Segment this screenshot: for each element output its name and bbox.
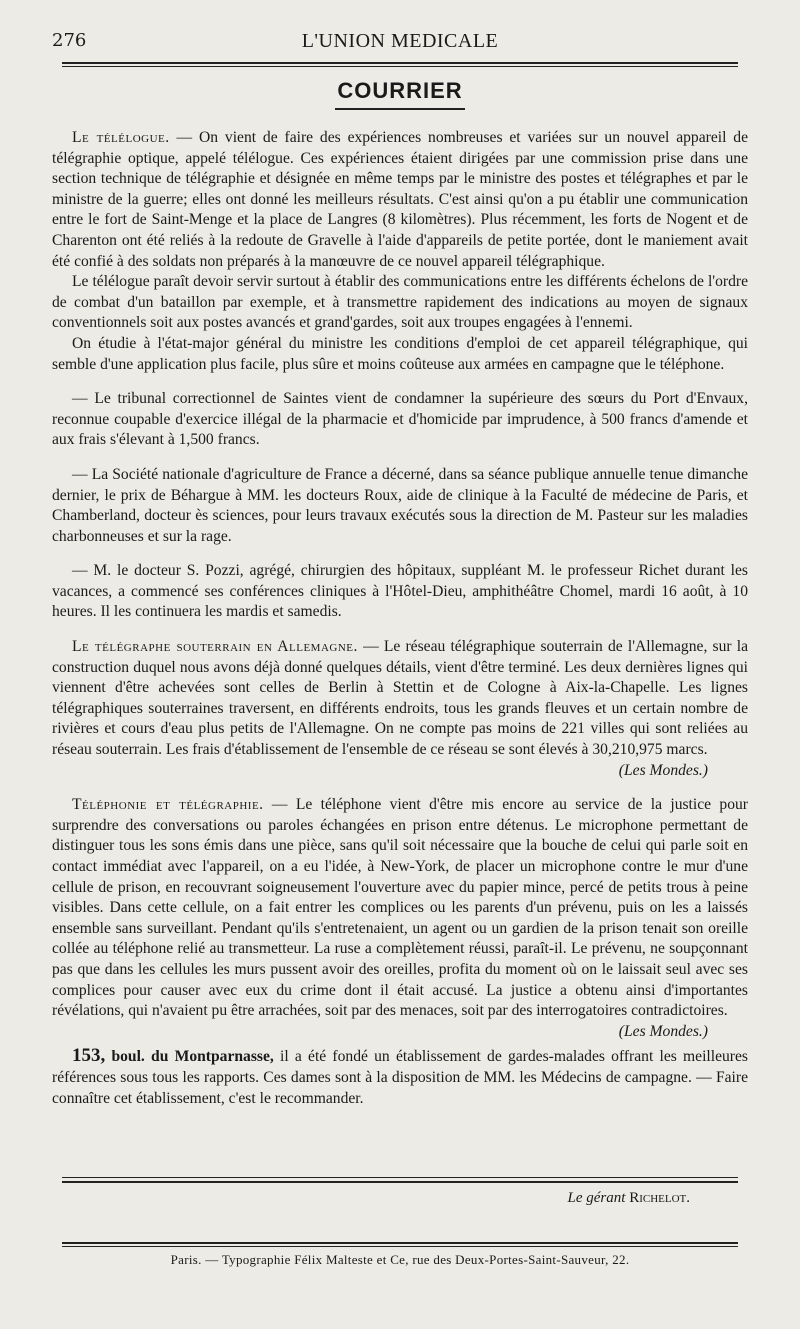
ad-text: il a été fondé un établissement de gardes-malades offrant les meilleures références sous tous les rapports. Ces dames sont à la disposition de MM. les Médecins de campagne. — Faire connaître cet établissement, c'est le recommander. <box>52 1048 748 1107</box>
paragraph-agriculture: — La Société nationale d'agriculture de France a décerné, dans sa séance publique annuelle tenue dimanche dernier, le prix de Béhargue à MM. les docteurs Roux, aide de clinique à la Faculté de médecine de Paris, et Chamberland, docteur ès sciences, pour leurs travaux exécutés sous la direction de M. Pasteur sur les maladies charbonneuses et sur la rage. <box>52 465 748 545</box>
imprint-rule-thick <box>62 1242 738 1244</box>
gerant-label: Le gérant <box>567 1190 626 1206</box>
page-number: 276 <box>52 30 87 51</box>
source-citation: (Les Mondes.) <box>618 1022 708 1040</box>
section-title: COURRIER <box>337 78 463 103</box>
printer-imprint: Paris. — Typographie Félix Malteste et Ce, rue des Deux-Portes-Saint-Sauveur, 22. <box>170 1252 630 1267</box>
paragraph-text: — Le réseau télégraphique souterrain de l'Allemagne, sur la construction duquel nous avons déjà donné quelques détails, vient d'être terminé. Les deux dernières lignes qui viennent d'être achevées sont celles de Berlin à Stettin et de Cologne à Aix-la-Chapelle. Les lignes télégraphiques souterraines traversent, en différents endroits, tous les grands fleuves et un certain nombre de rivières et cours d'eau plus petits de l'Allemagne. On ne compte pas moins de 221 villes qui sont reliées au réseau souterrain. Les frais d'établissement de l'ensemble de ce réseau se sont élevés à 30,210,975 marcs. <box>52 638 748 759</box>
header-rule <box>62 62 738 64</box>
article-lead: Téléphonie et télégraphie. <box>72 796 264 814</box>
paragraph-telelogue-1 <box>52 128 748 272</box>
paragraph-telephonie <box>52 795 748 1022</box>
paragraph-telelogue-2: Le télélogue paraît devoir servir surtout à établir des communications entre les différents échelons de l'ordre de combat d'un bataillon par exemple, et à transmettre rapidement des indications au moyen de signaux conventionnels soit aux postes avancés et grand'gardes, soit aux troupes engagées à l'ennemi. <box>52 273 748 332</box>
article-body <box>52 128 748 1109</box>
gerant-signature <box>568 1190 690 1207</box>
title-underline <box>335 108 465 110</box>
paragraph-text: — On vient de faire des expériences nombreuses et variées sur un nouvel appareil de télégraphie optique, appelé télélogue. Ces expériences étaient dirigées par une commission prise dans une section technique de télégraphie et désignée en même temps par le ministre des postes et télégraphes et par le ministre de la guerre; elles ont donné les meilleurs résultats. C'est ainsi qu'on a pu établir une communication entre le fort de Saint-Menge et la place de Langres (8 kilomètres). Plus récemment, les forts de Nogent et de Charenton ont été reliés à la redoute de Gravelle à l'aide d'appareils de petite portée, dont le maniement avait été confié à des soldats non préparés à la manœuvre de ce nouvel appareil télégraphique. <box>52 129 748 270</box>
page-header <box>52 30 748 60</box>
ad-street: boul. du Montparnasse, <box>105 1048 274 1066</box>
paragraph-saintes: — Le tribunal correctionnel de Saintes vient de condamner la supérieure des sœurs du Port d'Envaux, reconnue coupable d'exercice illégal de la pharmacie et d'homicide par imprudence, à 500 francs d'amende et aux frais s'élevant à 1,500 francs. <box>52 390 748 449</box>
paragraph-telelogue-3: On étudie à l'état-major général du ministre les conditions d'emploi de cet appareil télégraphique, qui semble d'une application plus facile, plus sûre et moins coûteuse aux armées en campagne que le téléphone. <box>52 334 748 373</box>
source-citation: (Les Mondes.) <box>618 761 708 779</box>
header-rule-thin <box>62 66 738 67</box>
advertisement <box>52 1046 748 1109</box>
article-lead: Le télégraphe souterrain en Allemagne. <box>72 638 358 656</box>
paragraph-allemagne <box>52 637 748 761</box>
imprint-rule <box>62 1246 738 1247</box>
footer-rule-thick <box>62 1181 738 1183</box>
paragraph-pozzi: — M. le docteur S. Pozzi, agrégé, chirurgien des hôpitaux, suppléant M. le professeur Richet durant les vacances, a commencé ses conférences cliniques à l'Hôtel-Dieu, amphithéâtre Chomel, mardi 16 août, à 10 heures. Il les continuera les mardis et samedis. <box>52 562 748 621</box>
ad-number: 153, <box>72 1045 106 1067</box>
paragraph-text: — Le téléphone vient d'être mis encore au service de la justice pour surprendre des conversations ou paroles échangées en prison entre détenus. Le microphone permettant de distinguer tous les sons émis dans une pièce, sans qu'il soit nécessaire que la bouche de celui qui parle soit en contact immédiat avec l'appareil, on a eu l'idée, à New-York, de placer un microphone contre le mur d'une cellule de prison, en recouvrant soigneusement l'ouverture avec du papier mince, percé de petits trous à peine visibles. Dans cette cellule, on a fait entrer les complices ou les parents d'un prévenu, puis on les a laissés ensemble sans surveillant. Pendant qu'ils s'entretenaient, un agent ou un gardien de la prison tenait son oreille collée au téléphone relié au transmetteur. La ruse a complètement réussi, paraît-il. Le prévenu, ne soupçonnant pas que dans les cellules les murs pussent avoir des oreilles, profita du moment où on le laissait seul avec ses complices pour causer avec eux du crime dont il était accusé. La justice a obtenu ainsi d'importantes révélations, qui n'avaient pu être arrachées, soit par des menaces, soit par des interrogatoires contradictoires. <box>52 796 748 1020</box>
article-lead: Le télélogue. <box>72 129 170 146</box>
footer-rule <box>62 1177 738 1178</box>
gerant-name: Richelot. <box>629 1190 690 1206</box>
running-title: L'UNION MEDICALE <box>301 30 499 52</box>
